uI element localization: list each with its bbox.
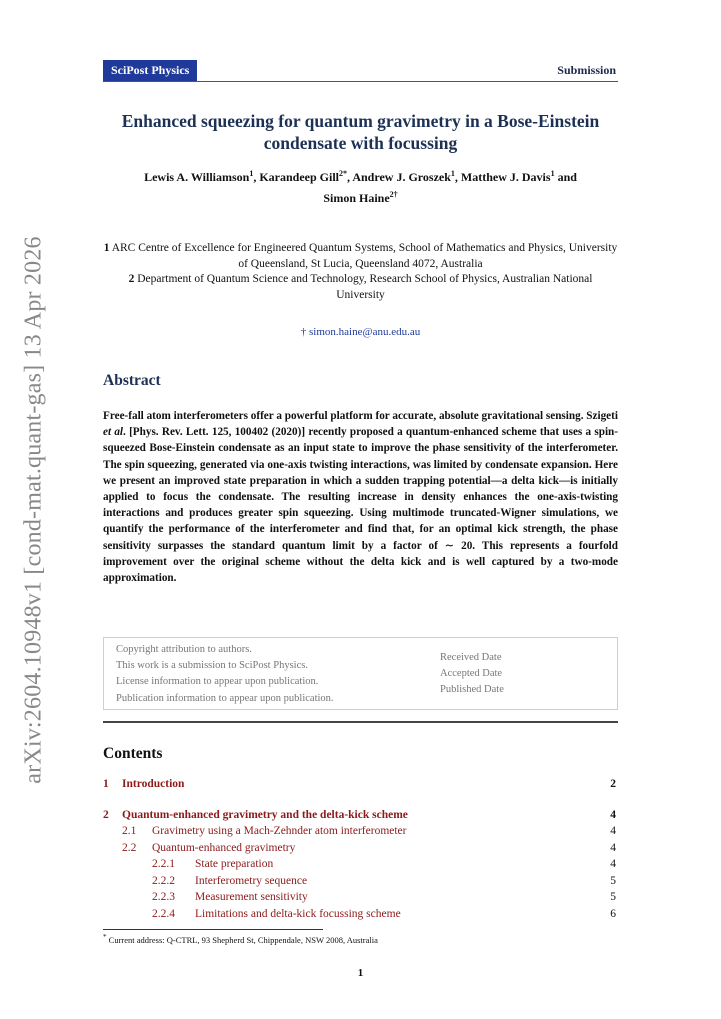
page-number: 1 (357, 967, 364, 979)
copyright-line: Copyright attribution to authors. (116, 644, 252, 655)
author-list: Lewis A. Williamson$^1$, Karandeep Gill$^{2*}$, Andrew J. Groszek$^1$, Matthew J. Davis$^1$ and Simon Haine$^{2\dagger}$ (144, 169, 577, 205)
toc-number: 2.2.1 (152, 858, 175, 870)
page-header (103, 60, 618, 82)
affiliation-number: 1 (103, 242, 110, 254)
toc-page: 4 (610, 825, 616, 837)
abstract-etal: et al (103, 426, 124, 439)
toc-number: 2.2 (122, 842, 137, 854)
toc-page: 2 (610, 778, 616, 790)
toc-label: Gravimetry using a Mach-Zehnder atom interferometer (152, 825, 407, 837)
license-line: License information to appear upon publication. (116, 676, 319, 688)
toc-page: 4 (610, 809, 616, 821)
toc-number: 2.2.3 (152, 891, 175, 903)
author-1: Lewis A. Williamson (144, 170, 250, 184)
contents-heading: Contents (103, 745, 163, 762)
corresponding-email (103, 326, 618, 338)
toc-label: Introduction (122, 778, 185, 790)
author-and: and (557, 170, 577, 184)
author-4: Matthew J. Davis (460, 170, 551, 184)
published-date: Published Date (440, 684, 504, 695)
author-5: Simon Haine (323, 191, 390, 205)
author-2: Karandeep Gill (259, 170, 339, 184)
abstract-part-2: . [Phys. Rev. Lett. 125, 100402 (2020)] recently proposed a quantum-enhanced scheme that uses a spin-squeezed Bose-Einstein condensate as an input state to improve the phase sensitivity of the interferometer. The spin squeezing, generated via one-axis twisting interactions, was limited by condensate expansion. Here we present an improved state preparation in which a sudden trapping potential—a delta kick—is initially applied to focus the condensate. The resulting increase in density enhances the one-axis-twisting interactions and produces greater spin squeezing. Using multimode truncated-Wigner simulations, we quantify the performance of the interferometer and find that, for an optimal kick strength, the phase sensitivity surpasses the standard quantum limit by a factor of ∼ 20. This represents a fourfold improvement over the original scheme without the delta kick and is well captured by a two-mode approximation. (103, 426, 618, 585)
affiliation-1 (103, 241, 618, 272)
abstract-part-1: Free-fall atom interferometers offer a powerful platform for accurate, absolute gravitational sensing. Szigeti (103, 410, 618, 422)
toc-label: Measurement sensitivity (195, 891, 308, 903)
toc-page: 6 (610, 908, 616, 920)
abstract-text (103, 408, 618, 586)
publication-line: Publication information to appear upon publication. (116, 692, 334, 704)
footnote-mark: * (103, 933, 107, 941)
affiliation-number: 2 (128, 273, 135, 285)
author-4-affil: 1 (550, 169, 555, 178)
footnote-text: Current address: Q-CTRL, 93 Shepherd St, Chippendale, NSW 2008, Australia (108, 934, 378, 945)
abstract-heading: Abstract (103, 372, 161, 389)
toc-page: 4 (610, 842, 616, 854)
submission-label: Submission (557, 63, 616, 77)
toc-page: 5 (610, 891, 616, 903)
toc-number: 2.2.4 (152, 908, 175, 920)
email-link[interactable]: simon.haine@anu.edu.au (309, 326, 421, 338)
header-rule (103, 81, 618, 82)
author-3: Andrew J. Groszek (352, 170, 451, 184)
author-2-affil: 2* (339, 169, 347, 178)
toc-number: 2.1 (122, 825, 137, 837)
author-5-affil: 2† (389, 190, 398, 199)
toc-label: Interferometry sequence (195, 875, 308, 887)
author-1-affil: 1 (249, 169, 254, 178)
toc-number: 1 (103, 778, 109, 790)
dagger-mark: † (300, 326, 307, 338)
info-left-column (116, 642, 334, 707)
toc-number: 2.2.2 (152, 875, 175, 887)
affiliations (103, 241, 618, 303)
affiliation-text: Department of Quantum Science and Technology, Research School of Physics, Australian National University (137, 273, 593, 301)
publication-info-box (103, 637, 618, 710)
footnote-rule (103, 929, 323, 930)
toc-label: Quantum-enhanced gravimetry and the delta-kick scheme (122, 809, 408, 821)
section-rule (103, 721, 618, 723)
arxiv-sidebar (12, 0, 52, 1019)
journal-badge: SciPost Physics (103, 60, 197, 81)
arxiv-identifier: arXiv:2604.10948v1 [cond-mat.quant-gas] 13 Apr 2026 (20, 236, 47, 784)
received-date: Received Date (440, 652, 502, 663)
toc-label: State preparation (195, 858, 274, 870)
toc-number: 2 (103, 809, 109, 821)
toc-label: Limitations and delta-kick focussing scheme (195, 908, 401, 920)
info-right-column (440, 650, 504, 698)
toc-page: 4 (610, 858, 616, 870)
accepted-date: Accepted Date (440, 668, 503, 679)
toc-label: Quantum-enhanced gravimetry (152, 842, 296, 854)
author-3-affil: 1 (450, 169, 455, 178)
submission-line: This work is a submission to SciPost Physics. (116, 660, 308, 672)
affiliation-2 (103, 272, 618, 303)
paper-title: Enhanced squeezing for quantum gravimetry in a Bose-Einstein condensate with focussing (121, 111, 600, 153)
footnote (103, 933, 378, 945)
affiliation-text: ARC Centre of Excellence for Engineered Quantum Systems, School of Mathematics and Physics, University of Queensland, St Lucia, Queensland 4072, Australia (111, 242, 618, 270)
toc-page: 5 (610, 875, 616, 887)
